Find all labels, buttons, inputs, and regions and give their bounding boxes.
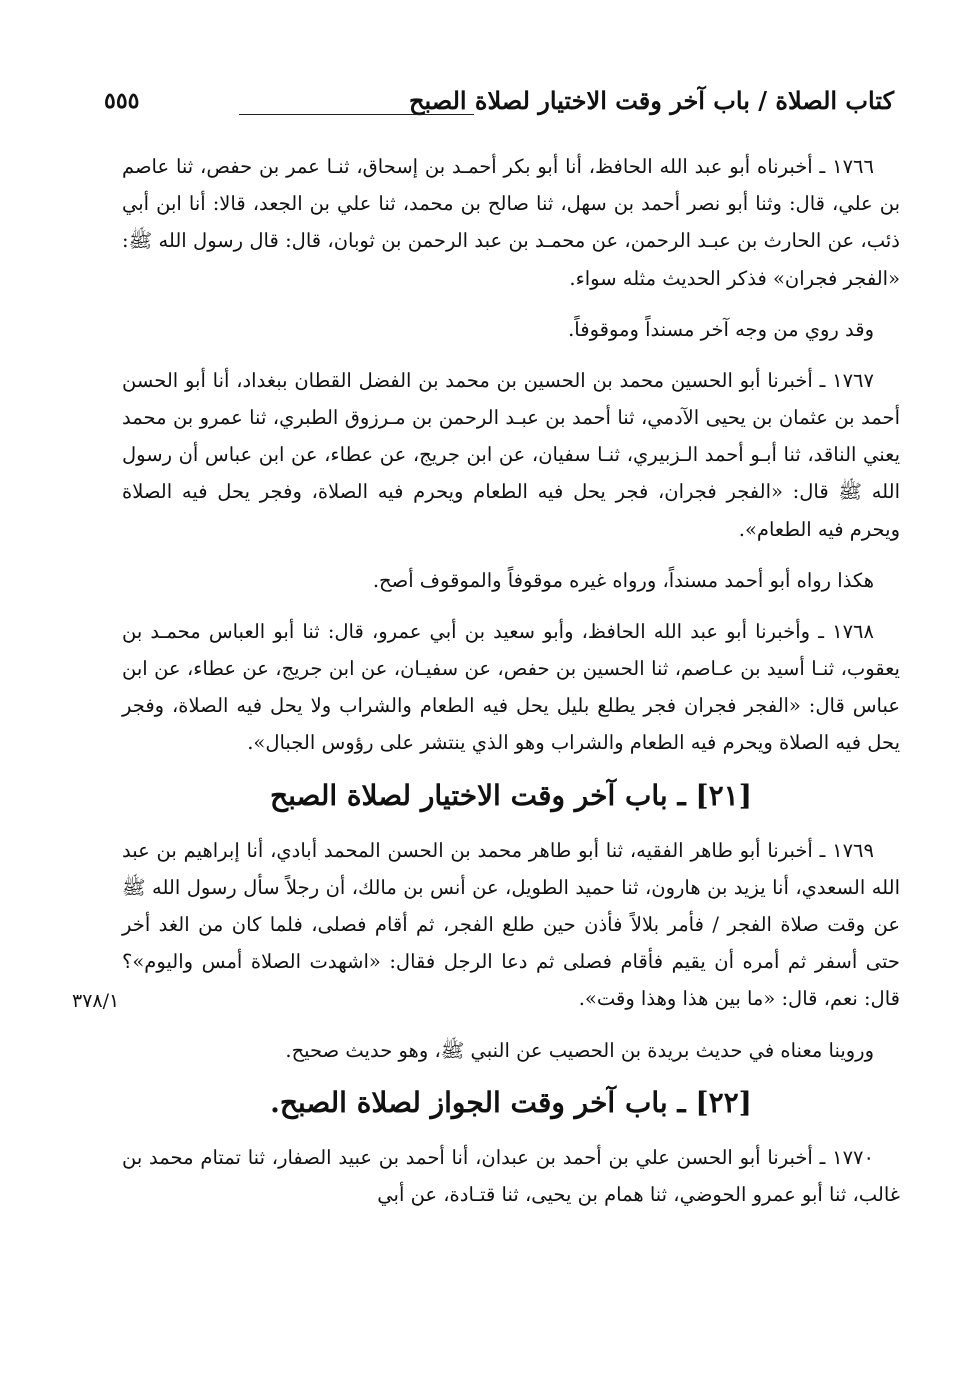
hadith-1767: ١٧٦٧ ـ أخبرنا أبو الحسين محمد بن الحسين بن محمد بن الفضل القطان ببغداد، أنا أبو الحسن أحمد بن عثمان بن يحيى الآدمي، ثنا أحمد بن عبـد الرحمن بن مـرزوق الطبري، ثنا عمرو بن محمد يعني الناقد، ثنا أبـو أحمد الـزبيري، ثنـا سفيان، عن ابن جريج، عن عطاء، عن ابن عباس أن رسول الله ﷺ قال: «الفجر فجران، فجر يحل فيه الطعام ويحرم فيه الصلاة، وفجر يحل فيه الصلاة ويحرم فيه الطعام».: [122, 368, 900, 541]
running-header: [104, 86, 894, 126]
section-heading-21: [٢١] ـ باب آخر وقت الاختيار لصلاة الصبح: [270, 778, 752, 812]
note-1766: وقد روي من وجه آخر مسنداً وموقوفاً.: [568, 317, 874, 341]
section-heading-22: [٢٢] ـ باب آخر وقت الجواز لصلاة الصبح.: [270, 1085, 752, 1119]
page-body: [122, 148, 900, 1227]
note-1767: هكذا رواه أبو أحمد مسنداً، ورواه غيره موقوفاً والموقوف أصح.: [372, 568, 874, 592]
hadith-1769: ١٧٦٩ ـ أخبرنا أبو طاهر الفقيه، ثنا أبو طاهر محمد بن الحسن المحمد أبادي، أنا إبراهيم بن عبد الله السعدي، أنا يزيد بن هارون، ثنا حميد الطويل، عن أنس بن مالك، أن رجلاً سأل رسول الله ﷺ عن وقت صلاة الفجر / فأمر بلالاً فأذن حين طلع الفجر، ثم أقام فصلى، فلما كان من الغد أخر حتى أسفر ثم أمره أن يقيم فأقام فصلى ثم دعا الرجل فقال: «اشهدت الصلاة أمس واليوم»؟ قال: نعم، قال: «ما بين هذا وهذا وقت».: [122, 838, 900, 1011]
page-number: ٥٥٥: [104, 88, 140, 114]
margin-reference: ٣٧٨/١: [72, 990, 120, 1012]
note-1769: وروينا معناه في حديث بريدة بن الحصيب عن النبي ﷺ، وهو حديث صحيح.: [285, 1038, 874, 1062]
hadith-1768: ١٧٦٨ ـ وأخبرنا أبو عبد الله الحافظ، وأبو سعيد بن أبي عمرو، قال: ثنا أبو العباس محمـد بن يعقوب، ثنـا أسيد بن عـاصم، ثنا الحسين بن حفص، عن سفيـان، عن ابن جريج، عن عطاء، عن ابن عباس قال: «الفجر فجران فجر يطلع بليل يحل فيه الطعام والشراب ولا يحل فيه الصلاة، وفجر يحل فيه الصلاة ويحرم فيه الطعام والشراب وهو الذي ينتشر على رؤوس الجبال».: [122, 619, 900, 755]
hadith-1770: ١٧٧٠ ـ أخبرنا أبو الحسن علي بن أحمد بن عبدان، أنا أحمد بن عبيد الصفار، ثنا تمتام محمد بن غالب، ثنا أبو عمرو الحوضي، ثنا همام بن يحيى، ثنا قتـادة، عن أبي: [122, 1145, 900, 1206]
hadith-1766: ١٧٦٦ ـ أخبرناه أبو عبد الله الحافظ، أنا أبو بكر أحمـد بن إسحاق، ثنـا عمر بن حفص، ثنا عاصم بن علي، قال: وثنا أبو نصر أحمد بن سهل، ثنا صالح بن محمد، ثنا علي بن الجعد، قالا: أنا ابن أبي ذئب، عن الحارث بن عبـد الرحمن، عن محمـد بن عبد الرحمن بن ثوبان، قال: قال رسول الله ﷺ: «الفجر فجران» فذكر الحديث مثله سواء.: [122, 155, 900, 290]
header-rule: [239, 114, 474, 115]
header-title: كتاب الصلاة / باب آخر وقت الاختيار لصلاة الصبح: [409, 86, 894, 115]
